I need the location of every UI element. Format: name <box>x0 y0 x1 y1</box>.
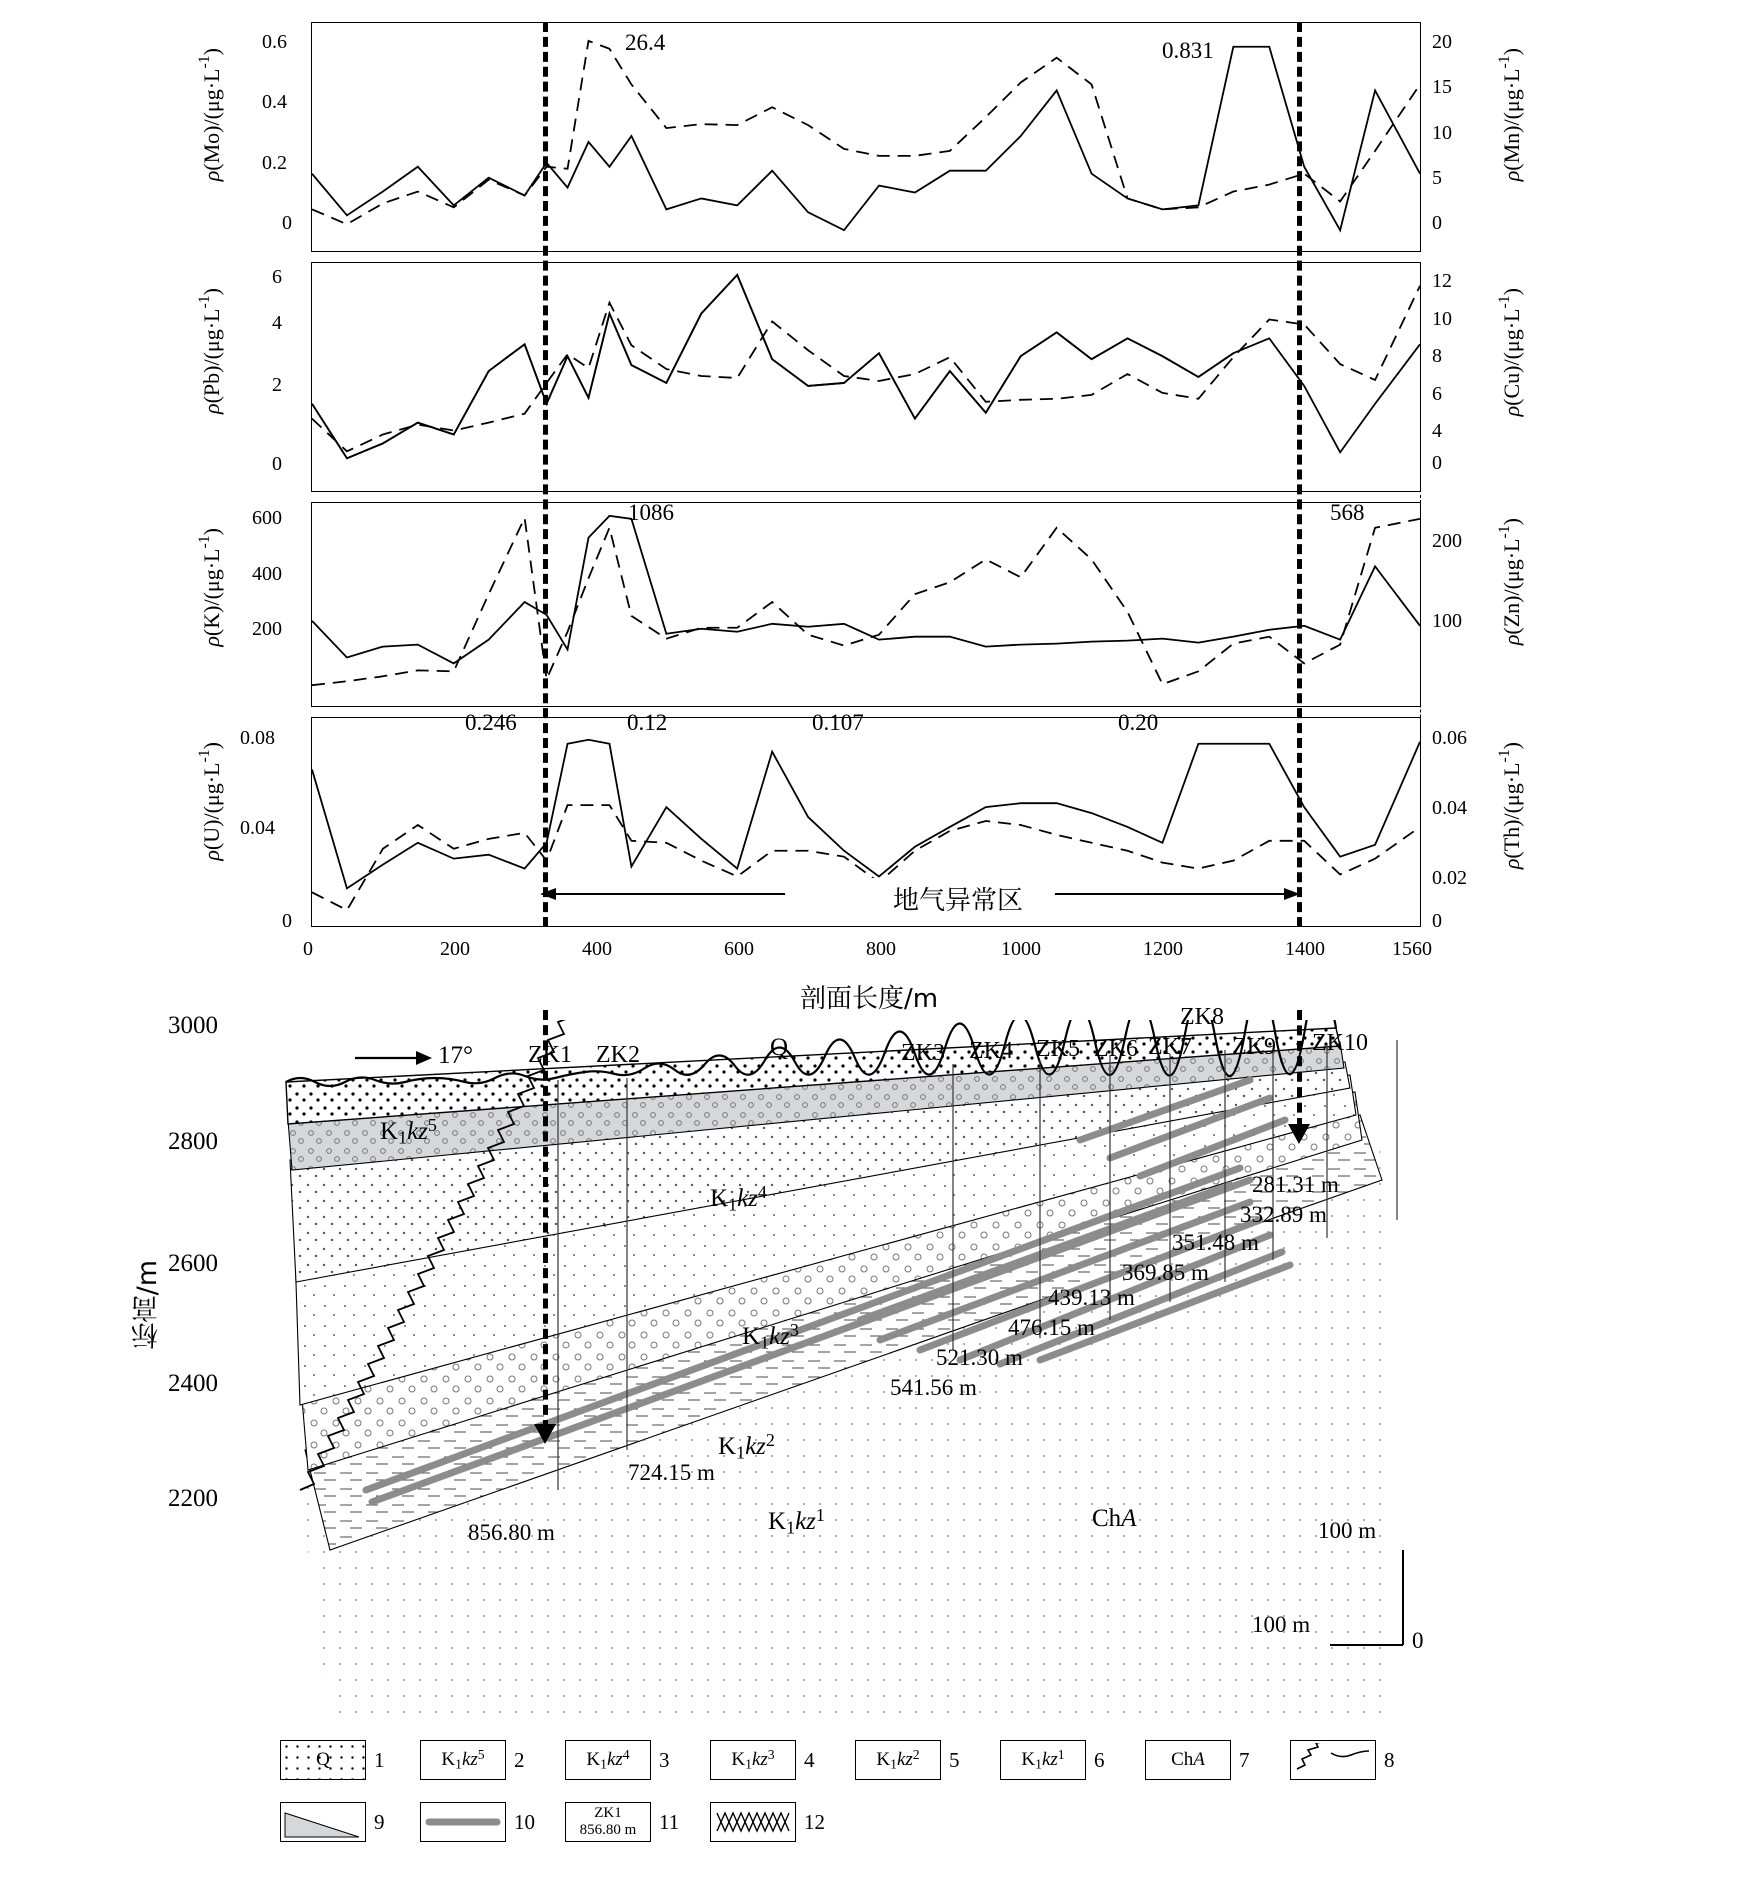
legend-swatch-q <box>280 1740 366 1780</box>
legend-swatch-borehole <box>565 1802 651 1842</box>
legend-item-1 <box>280 1740 385 1780</box>
axis-title-u: $\rho(U)/(\mu g\cdot L^{-1})$ <box>196 742 225 861</box>
annotation-mo-26.4: 26.4 <box>625 30 666 55</box>
ytick-u-0.04: 0.04 <box>240 817 275 839</box>
unit-label-k1kz2: $K_1kz^2$ <box>718 1430 775 1463</box>
axis-title-mo: $\rho(Mo)/(\mu g\cdot L^{-1})$ <box>196 48 225 182</box>
correlation-line-left <box>543 22 548 927</box>
panel-mo-mn <box>311 22 1421 252</box>
legend-symbol-k1kz4: $K_1kz^4$ <box>586 1747 630 1772</box>
ytick-mn-0: 0 <box>1432 212 1442 234</box>
legend-number-1: 1 <box>374 1747 385 1772</box>
panel-k-zn <box>311 502 1421 707</box>
ytick-mn-10: 10 <box>1432 122 1452 144</box>
ytick-cu-4: 4 <box>1432 420 1442 442</box>
ytick-cu-8: 8 <box>1432 345 1442 367</box>
legend-item-5 <box>855 1740 960 1780</box>
depth-extra-2: 856.80 m <box>468 1520 555 1545</box>
legend-swatch-anomaly-area <box>280 1802 366 1842</box>
xtick-1400: 1400 <box>1285 938 1325 960</box>
borehole-label-zk1: ZK1 <box>528 1042 572 1068</box>
xtick-200: 200 <box>440 938 470 960</box>
ytick-cu-12: 12 <box>1432 270 1452 292</box>
annotation-u-0.246: 0.246 <box>465 710 517 735</box>
xtick-800: 800 <box>866 938 896 960</box>
section-arrow-right <box>1285 1120 1313 1146</box>
legend-swatch-k1kz1 <box>1000 1740 1086 1780</box>
section-ytick-3000: 3000 <box>168 1012 218 1039</box>
xtick-1560: 1560 <box>1392 938 1432 960</box>
ytick-cu-10: 10 <box>1432 308 1452 330</box>
section-line-right <box>1297 1010 1302 1128</box>
scale-label-zero: 0 <box>1412 1628 1424 1653</box>
legend-number-10: 10 <box>514 1809 535 1834</box>
legend-borehole-id: ZK1 <box>594 1804 622 1821</box>
legend-symbol-k1kz1: $K_1kz^1$ <box>1021 1747 1065 1772</box>
borehole-label-zk8: ZK8 <box>1180 1004 1224 1030</box>
legend-number-3: 3 <box>659 1747 670 1772</box>
borehole-label-zk10: ZK10 <box>1312 1030 1368 1056</box>
anomaly-zone-label: 地气异常区 <box>893 886 1024 916</box>
ytick-pb-0: 0 <box>272 453 282 475</box>
ytick-mo-0.2: 0.2 <box>262 152 287 174</box>
legend-symbol-k1kz5: $K_1kz^5$ <box>441 1747 485 1772</box>
legend-item-10 <box>420 1802 535 1842</box>
ytick-mn-20: 20 <box>1432 31 1452 53</box>
borehole-label-zk9: ZK9 <box>1232 1034 1276 1060</box>
annotation-u-0.12: 0.12 <box>627 710 668 735</box>
section-ytick-2600: 2600 <box>168 1250 218 1277</box>
legend-number-4: 4 <box>804 1747 815 1772</box>
unit-label-k1kz3: $K_1kz^3$ <box>742 1320 799 1353</box>
xtick-400: 400 <box>582 938 612 960</box>
depth-zk7: 369.85 m <box>1122 1260 1209 1285</box>
ytick-mn-15: 15 <box>1432 76 1452 98</box>
fracture-zone-icon <box>713 1807 793 1837</box>
axis-title-k: $\rho(K)/(\mu g\cdot L^{-1})$ <box>196 528 225 647</box>
dip-angle-label: 17° <box>438 1042 473 1069</box>
ytick-pb-2: 2 <box>272 374 282 396</box>
legend-item-9 <box>280 1802 385 1842</box>
legend-swatch-k1kz2 <box>855 1740 941 1780</box>
ytick-u-0.08: 0.08 <box>240 727 275 749</box>
legend-swatch-k1kz5 <box>420 1740 506 1780</box>
borehole-label-zk5: ZK5 <box>1036 1036 1080 1062</box>
borehole-label-zk4: ZK4 <box>969 1038 1013 1064</box>
ytick-th-0.04: 0.04 <box>1432 797 1467 819</box>
depth-zk3: 541.56 m <box>890 1375 977 1400</box>
depth-zk10: 281.31 m <box>1252 1172 1339 1197</box>
axis-title-cu: $\rho(Cu)/(\mu g\cdot L^{-1})$ <box>1496 288 1525 417</box>
depth-extra-1: 724.15 m <box>628 1460 715 1485</box>
legend-number-8: 8 <box>1384 1747 1395 1772</box>
section-y-axis-label: 标高/m <box>132 1260 163 1350</box>
section-drawing <box>0 1020 1746 1720</box>
xtick-1200: 1200 <box>1143 938 1183 960</box>
legend-borehole-depth: 856.80 m <box>579 1822 637 1838</box>
legend-item-7 <box>1145 1740 1250 1780</box>
legend-number-6: 6 <box>1094 1747 1105 1772</box>
axis-title-pb: $\rho(Pb)/(\mu g\cdot L^{-1})$ <box>196 288 225 414</box>
unit-label-q: Q <box>770 1034 789 1061</box>
legend-number-7: 7 <box>1239 1747 1250 1772</box>
legend-item-2 <box>420 1740 525 1780</box>
unconformity-icon <box>1293 1743 1373 1777</box>
legend-number-5: 5 <box>949 1747 960 1772</box>
depth-zk6: 439.13 m <box>1048 1285 1135 1310</box>
axis-title-th: $\rho(Th)/(\mu g\cdot L^{-1})$ <box>1496 742 1525 870</box>
ytick-mn-5: 5 <box>1432 167 1442 189</box>
ytick-zn-200: 200 <box>1432 530 1462 552</box>
unit-label-k1kz4: $K_1kz^4$ <box>710 1182 767 1215</box>
legend-item-4 <box>710 1740 815 1780</box>
legend-item-6 <box>1000 1740 1105 1780</box>
legend-number-9: 9 <box>374 1809 385 1834</box>
legend-number-2: 2 <box>514 1747 525 1772</box>
legend-item-12 <box>710 1802 825 1842</box>
xtick-600: 600 <box>724 938 754 960</box>
section-ytick-2800: 2800 <box>168 1128 218 1155</box>
legend-item-3 <box>565 1740 670 1780</box>
right-edge-dashed <box>1420 495 1421 927</box>
ytick-zn-100: 100 <box>1432 610 1462 632</box>
annotation-u-0.107: 0.107 <box>812 710 864 735</box>
borehole-label-zk2: ZK2 <box>596 1042 640 1068</box>
ytick-k-600: 600 <box>252 507 282 529</box>
ytick-pb-6: 6 <box>272 266 282 288</box>
map-legend <box>280 1740 1470 1870</box>
legend-number-11: 11 <box>659 1809 680 1834</box>
borehole-label-zk3: ZK3 <box>901 1040 945 1066</box>
xtick-1000: 1000 <box>1001 938 1041 960</box>
panel-pb-cu <box>311 262 1421 492</box>
ytick-th-0.06: 0.06 <box>1432 727 1467 749</box>
unit-label-cha: ChA <box>1092 1505 1137 1532</box>
section-ytick-2200: 2200 <box>168 1485 218 1512</box>
legend-swatch-cha <box>1145 1740 1231 1780</box>
borehole-label-zk7: ZK7 <box>1148 1034 1192 1060</box>
ytick-k-400: 400 <box>252 563 282 585</box>
legend-symbol-k1kz2: $K_1kz^2$ <box>876 1747 920 1772</box>
legend-swatch-k1kz3 <box>710 1740 796 1780</box>
ytick-pb-4: 4 <box>272 312 282 334</box>
legend-swatch-orebody <box>420 1802 506 1842</box>
annotation-mo-0.831: 0.831 <box>1162 38 1214 63</box>
ytick-th-0.02: 0.02 <box>1432 867 1467 889</box>
legend-symbol-q: Q <box>316 1749 330 1770</box>
legend-item-8 <box>1290 1740 1395 1780</box>
depth-zk5: 476.15 m <box>1008 1315 1095 1340</box>
ytick-cu-0: 0 <box>1432 452 1442 474</box>
ytick-k-200: 200 <box>252 618 282 640</box>
scale-label-top: 100 m <box>1318 1518 1377 1543</box>
anomaly-area-icon <box>281 1803 365 1841</box>
section-arrow-left <box>531 1420 559 1446</box>
legend-item-11 <box>565 1802 679 1842</box>
ytick-u-0: 0 <box>282 910 292 932</box>
ytick-mo-0: 0 <box>282 212 292 234</box>
legend-symbol-k1kz3: $K_1kz^3$ <box>731 1747 775 1772</box>
correlation-line-right <box>1297 22 1302 927</box>
section-ytick-2400: 2400 <box>168 1370 218 1397</box>
ytick-mo-0.6: 0.6 <box>262 31 287 53</box>
orebody-icon <box>425 1812 501 1832</box>
geological-cross-section <box>0 1004 1746 1720</box>
depth-zk4: 521.30 m <box>936 1345 1023 1370</box>
legend-swatch-fracture <box>710 1802 796 1842</box>
unit-label-k1kz1: $K_1kz^1$ <box>768 1505 825 1538</box>
scale-label-bottom: 100 m <box>1252 1612 1311 1637</box>
legend-symbol-cha: ChA <box>1171 1749 1205 1770</box>
axis-title-mn: $\rho(Mn)/(\mu g\cdot L^{-1})$ <box>1496 48 1525 182</box>
annotation-k-568: 568 <box>1330 500 1365 525</box>
depth-zk9: 332.89 m <box>1240 1202 1327 1227</box>
legend-swatch-unconformity <box>1290 1740 1376 1780</box>
borehole-label-zk6: ZK6 <box>1094 1036 1138 1062</box>
section-line-left <box>543 1010 548 1430</box>
legend-swatch-k1kz4 <box>565 1740 651 1780</box>
axis-title-zn: $\rho(Zn)/(\mu g\cdot L^{-1})$ <box>1496 518 1525 646</box>
unit-label-k1kz5: $K_1kz^5$ <box>380 1115 437 1148</box>
ytick-cu-6: 6 <box>1432 383 1442 405</box>
ytick-mo-0.4: 0.4 <box>262 91 287 113</box>
depth-zk8: 351.48 m <box>1172 1230 1259 1255</box>
ytick-th-0: 0 <box>1432 910 1442 932</box>
annotation-u-0.20: 0.20 <box>1118 710 1159 735</box>
legend-number-12: 12 <box>804 1809 825 1834</box>
annotation-k-1086: 1086 <box>628 500 674 525</box>
xtick-0: 0 <box>303 938 313 960</box>
x-axis-label: 剖面长度/m <box>800 984 939 1014</box>
